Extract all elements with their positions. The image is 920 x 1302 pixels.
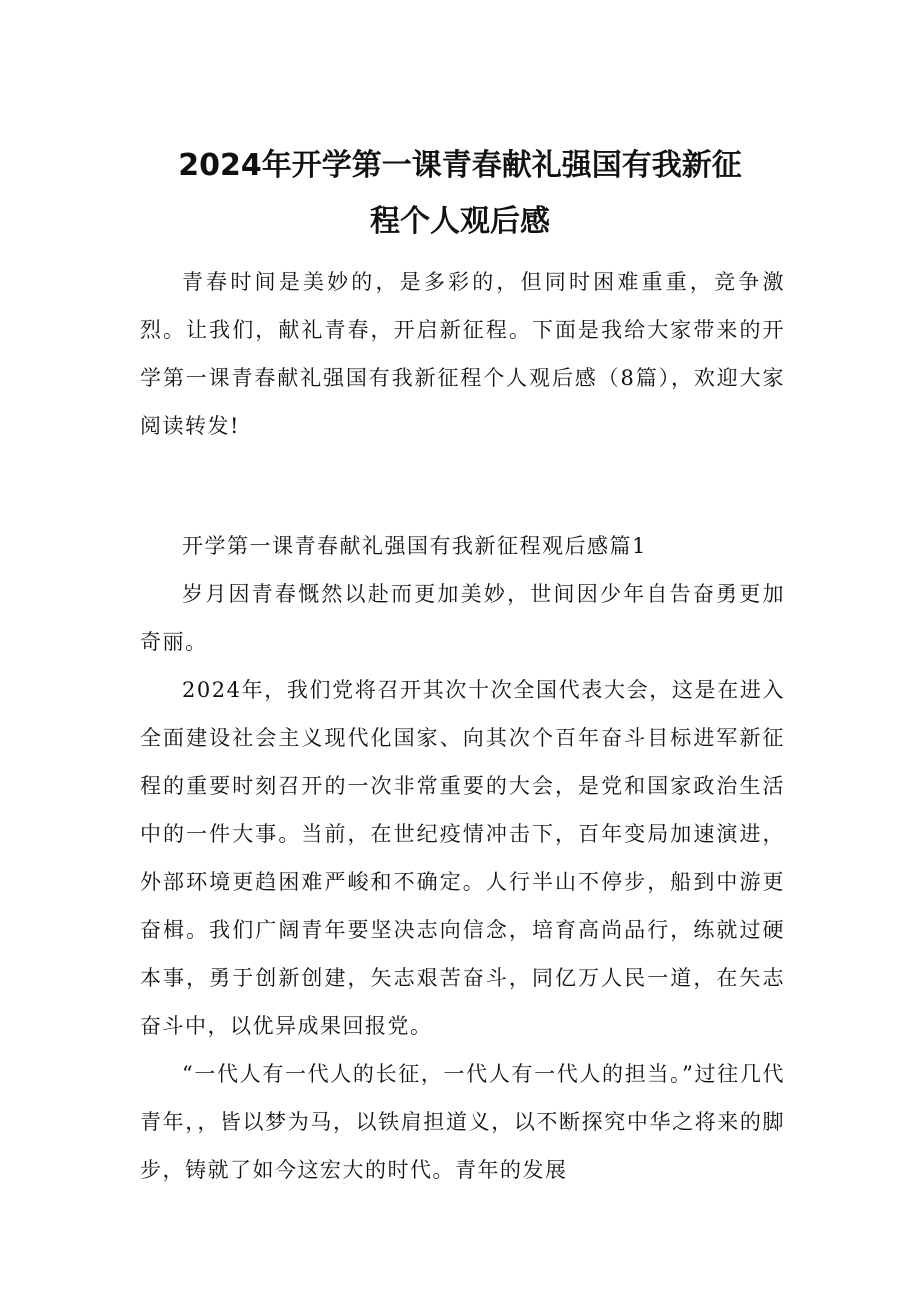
section-heading: 开学第一课青春献礼强国有我新征程观后感篇1 <box>182 534 647 558</box>
body-paragraph: 2024年，我们党将召开其次十次全国代表大会，这是在进入全面建设社会主义现代化国家、向其次个百年奋斗目标进军新征程的重要时刻召开的一次非常重要的大会，是党和国家政治生活中的一件大事。当前，在世纪疫情冲击下，百年变局加速演进，外部环境更趋困难严峻和不确定。人行半山不停步，船到中游更奋楫。我们广阔青年要坚决志向信念，培育高尚品行，练就过硬本事，勇于创新创建，矢志艰苦奋斗，同亿万人民一道，在矢志奋斗中，以优异成果回报党。 <box>140 678 785 1038</box>
body-paragraph: 岁月因青春慨然以赴而更加美妙，世间因少年自告奋勇更加奇丽。 <box>140 582 785 654</box>
article-section <box>140 522 785 1194</box>
intro-section <box>140 258 785 450</box>
body-paragraph: “一代人有一代人的长征，一代人有一代人的担当。”过往几代青年，，皆以梦为马，以铁肩担道义，以不断探究中华之将来的脚步，铸就了如今这宏大的时代。青年的发展 <box>140 1062 785 1182</box>
page-title <box>140 138 780 250</box>
title-line-1: 2024年开学第一课青春献礼强国有我新征 <box>178 148 742 183</box>
title-line-2: 程个人观后感 <box>370 204 550 239</box>
intro-paragraph: 青春时间是美妙的，是多彩的，但同时困难重重，竞争激烈。让我们，献礼青春，开启新征程。下面是我给大家带来的开学第一课青春献礼强国有我新征程个人观后感（8篇），欢迎大家阅读转发! <box>140 270 785 438</box>
